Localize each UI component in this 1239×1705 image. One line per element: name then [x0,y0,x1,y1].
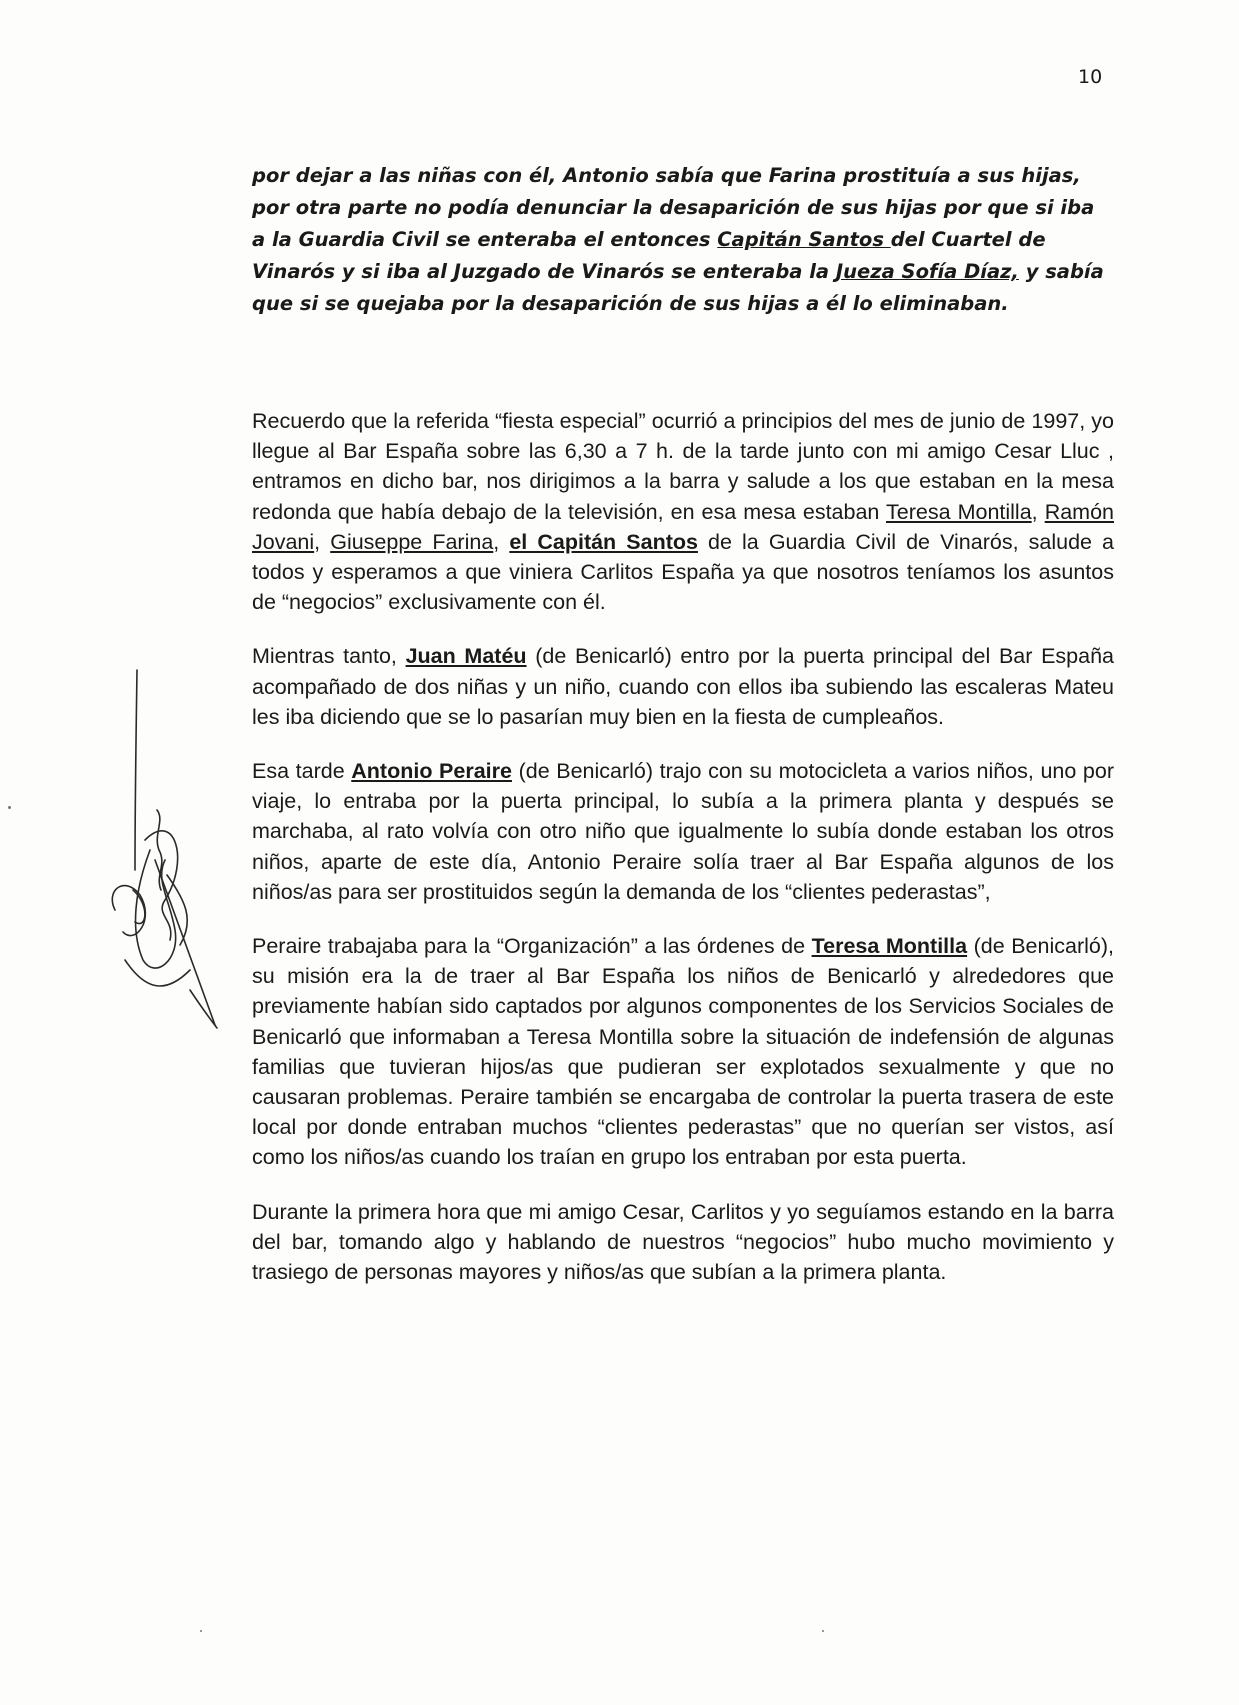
scan-speck [822,1630,824,1632]
text-run: Esa tarde [252,759,352,784]
handwritten-signature [95,660,235,1060]
testimony-quote [252,160,1112,320]
paragraph [252,931,1114,1173]
text-run: , [314,529,331,554]
paragraph [252,641,1114,732]
paragraph [252,756,1114,907]
text-run: Recuerdo que la referida “fiesta especial” ocurrió a principios del mes de junio de 1997, yo llegue al Bar España sobre las 6,30 a 7 h. de la tarde junto con mi amigo Cesar Lluc , entramos en dicho bar, nos dirigimos a la barra y salude a los que estaban en la mesa redonda que había debajo de la televisión, en esa mesa estaban [252,409,1114,524]
text-run: Peraire trabajaba para la “Organización” a las órdenes de [252,934,812,959]
text-run: (de Benicarló) entro por la puerta principal del Bar España acompañado de dos niñas y un niño, cuando con ellos iba subiendo las escaleras Mateu les iba diciendo que se lo pasarían muy bien en la fiesta de cumpleaños. [252,644,1114,729]
text-run: Durante la primera hora que mi amigo Cesar, Carlitos y yo seguíamos estando en la barra del bar, tomando algo y hablando de nuestros “negocios” hubo mucho movimiento y trasiego de personas mayores y niños/as que subían a la primera planta. [252,1199,1114,1285]
underlined-name: Jueza Sofía Díaz, [835,260,1019,283]
text-run: del Cuartel de Vinarós y si iba al Juzgado de Vinarós se enteraba la [252,228,1046,283]
underlined-bold-name: el Capitán Santos [509,529,698,554]
text-run: (de Benicarló) trajo con su motocicleta a varios niños, uno por viaje, lo entraba por la puerta principal, lo subía a la primera planta y después se marchaba, al rato volvía con otro niño que igualmente lo subía donde estaban los otros niños, aparte de este día, Antonio Peraire solía traer al Bar España algunos de los niños/as para ser prostituidos según la demanda de los “clientes pederastas”, [252,759,1115,904]
underlined-bold-name: Juan Matéu [405,644,527,669]
text-run: de la Guardia Civil de Vinarós, salude a todos y esperamos a que viniera Carlitos España ya que nosotros teníamos los asuntos de “negocios” exclusivamente con él. [252,529,1115,615]
underlined-bold-name: Antonio Peraire [351,759,512,784]
scan-speck [200,1630,202,1632]
text-run: , [493,529,510,554]
scan-speck [8,806,11,809]
paragraph [252,1197,1114,1288]
page-number: 10 [1078,66,1103,88]
underlined-name: Teresa Montilla [886,499,1032,524]
text-run: y sabía que si se quejaba por la desaparición de sus hijas a él lo eliminaban. [252,260,1104,315]
text-run: (de Benicarló), su misión era la de traer al Bar España los niños de Benicarló y alrededores que previamente habían sido captados por algunos componentes de los Servicios Sociales de Benicarló que informaban a Teresa Montilla sobre la situación de indefensión de algunas familias que tuvieran hijos/as que pudieran ser explotados sexualmente y que no causaran problemas. Peraire también se encargaba de controlar la puerta trasera de este local por donde entraban muchos “clientes pederastas” que no querían ser vistos, así como los niños/as cuando los traían en grupo los entraban por esta puerta. [252,934,1114,1170]
underlined-name: Ramón Jovani [252,499,1114,554]
underlined-bold-name: Teresa Montilla [811,934,968,959]
text-run: , [1031,499,1045,524]
paragraph [252,406,1114,617]
underlined-name: Giuseppe Farina [330,529,494,554]
body-text [252,406,1114,1311]
underlined-name: Capitán Santos [717,228,891,251]
text-run: por dejar a las niñas con él, Antonio sabía que Farina prostituía a sus hijas, por otra parte no podía denunciar la desaparición de sus hijas por que si iba a la Guardia Civil se enteraba el entonces [252,164,1095,251]
text-run: Mientras tanto, [252,644,406,669]
